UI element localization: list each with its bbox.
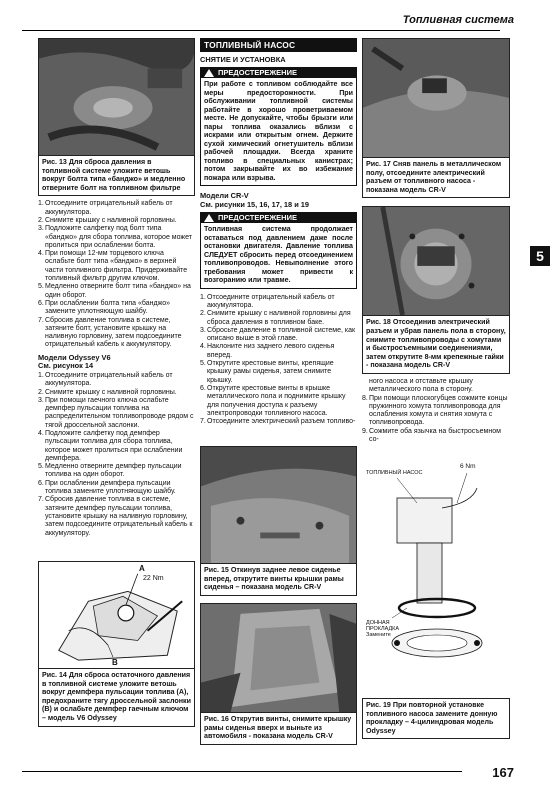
figure-16 [200, 603, 357, 745]
list-item: 7. Отсоедините электрический разъем топливо- [200, 418, 356, 426]
section-title: ТОПЛИВНЫЙ НАСОС [200, 38, 357, 52]
page-number: 167 [492, 765, 514, 780]
list-item: 4. При помощи 12-мм торцевого ключа ослабьте болт типа «банджо» в верхней части топливного фильтра. Придерживайте топливный фильтр другим ключом. [38, 250, 188, 283]
page-header-title: Топливная система [402, 14, 514, 26]
models-odyssey-heading: Модели Odyssey V6 См. рисунок 14 [38, 352, 111, 371]
continued-text: ного насоса и отставьте крышку металлического пола в сторону. [369, 377, 473, 394]
figure-19-caption: Рис. 19 При повторной установке топливного насоса замените донную прокладку – 4-цилиндровая модель Odyssey [362, 698, 510, 739]
procedure-list-3 [200, 294, 357, 427]
list-item: 2. Снимите крышку с наливной горловины. [38, 388, 177, 396]
figure-16-caption: Рис. 16 Открутив винты, снимите крышку рамы сиденья вверх и выньте из автомобиля - показана модель CR-V [200, 713, 357, 745]
list-item: 2. Снимите крышку с наливной горловины для сброса давления в топливном баке. [200, 310, 351, 326]
list-item: 8. При помощи плоскогубцев сожмите концы пружинного хомута топливопровода для ослабления хомута и снятия хомута с топливопровода. [362, 394, 508, 427]
figure-19-drawing [362, 458, 510, 698]
list-item: 1. Отсоедините отрицательный кабель от аккумулятора. [38, 200, 173, 216]
list-item: 4. Наклоните низ заднего левого сиденья вперед. [200, 343, 335, 359]
list-item: 3. Подложите салфетку под болт типа «банджо» для сбора топлива, которое может пролиться при ослаблении болта. [38, 225, 192, 249]
figure-15-photo [200, 446, 357, 564]
column-right [362, 38, 510, 444]
figure-13-caption: Рис. 13 Для сброса давления в топливной системе уложите ветошь вокруг болта типа «банджо» и медленно отверните болт на топливном фильтре [38, 156, 195, 196]
list-item: 2. Снимите крышку с наливной горловины. [38, 216, 177, 224]
figure-15-caption: Рис. 15 Откинув заднее левое сиденье вперед, открутите винты крышки рамы сиденья – показана модель CR-V [200, 564, 357, 596]
list-item: 1. Отсоедините отрицательный кабель от аккумулятора. [200, 293, 335, 309]
list-item: 6. Открутите крестовые винты в крышке металлического пола и поднимите крышку для получения доступа к разъему электропроводки топливного насоса. [200, 384, 346, 417]
list-item: 4. Подложите салфетку под демпфер пульсации топлива для сбора топлива, которое может пролиться при ослаблении демпфера. [38, 429, 183, 462]
list-item: 6. При ослаблении демпфера пульсации топлива замените уплотняющую шайбу. [38, 479, 176, 496]
column-left [38, 38, 195, 538]
figure-17-photo [362, 38, 510, 158]
footer-rule [22, 771, 462, 772]
figure-19-label-torque: 6 Nm [460, 463, 476, 470]
list-item: 3. При помощи гаечного ключа ослабьте демпфер пульсации топлива на распределительном топливопроводе рядом с тягой дроссельной заслонки. [38, 396, 194, 429]
figure-19 [362, 458, 510, 739]
figure-14-label-a: A [139, 564, 145, 573]
warning-icon [204, 69, 214, 77]
chapter-tab: 5 [530, 246, 550, 266]
list-item: 7. Сбросив давление топлива в системе, затяните демпфер пульсации топлива, установите крышку на наливную горловину, затем подсоедините отрицательный кабель к аккумулятору. [38, 496, 193, 537]
list-item: 5. Медленно отверните демпфер пульсации топлива на один оборот. [38, 463, 182, 479]
warning-icon [204, 214, 214, 222]
procedure-list-4 [362, 395, 510, 445]
warning-2-header: ПРЕДОСТЕРЕЖЕНИЕ [200, 212, 357, 223]
models-crv-heading: Модели CR-V См. рисунки 15, 16, 17, 18 и 19 [200, 191, 310, 209]
list-item: 3. Сбросьте давление в топливной системе, как описано выше в этой главе. [200, 326, 356, 343]
column-middle [200, 38, 357, 426]
figure-19-label-gasket: ДОННАЯ ПРОКЛАДКА Замените [366, 620, 400, 638]
section-subtitle: СНЯТИЕ И УСТАНОВКА [200, 55, 286, 64]
warning-1-header: ПРЕДОСТЕРЕЖЕНИЕ [200, 67, 357, 78]
warning-2-body: Топливная система продолжает оставаться под давлением даже после остановки двигателя. Давление топлива СЛЕДУЕТ сбросить перед отсоединением топливопроводов. Невыполнение этого требования может привести к возгоранию или травме. [200, 223, 357, 289]
procedure-list-1 [38, 200, 195, 349]
figure-17-caption: Рис. 17 Сняв панель в металлическом полу, отсоедините электрический разъем от топливного насоса - показана модель CR-V [362, 158, 510, 198]
figure-14-drawing [38, 561, 195, 669]
list-item: 5. Открутите крестовые винты, крепящие крышку рамы сиденья, затем снимите крышку. [200, 360, 334, 384]
figure-18-caption: Рис. 18 Отсоединив электрический разъем и убрав панель пола в сторону, снимите топливопроводы с хомутами и быстросъемными соединениями, затем открутите 8-мм крепежные гайки - показана модель CR-V [362, 316, 510, 374]
list-item: 6. При ослаблении болта типа «банджо» замените уплотняющую шайбу. [38, 299, 171, 316]
figure-14-caption: Рис. 14 Для сброса остаточного давления в топливной системе уложите ветошь вокруг демпфера пульсации топлива (А), предохраните тягу дроссельной заслонки (В) и ослабьте демпфер гаечным ключом – модель V6 Odyssey [38, 669, 195, 727]
figure-13-photo [38, 38, 195, 156]
header-rule [22, 30, 500, 31]
figure-16-photo [200, 603, 357, 713]
figure-19-label-pump: ТОПЛИВНЫЙ НАСОС [366, 470, 423, 476]
procedure-list-2 [38, 372, 195, 538]
list-item: 5. Медленно отверните болт типа «банджо» на один оборот. [38, 283, 191, 299]
figure-14-label-b: B [112, 658, 118, 667]
figure-18-photo [362, 206, 510, 316]
list-item: 1. Отсоедините отрицательный кабель от аккумулятора. [38, 371, 173, 388]
figure-14 [38, 561, 195, 727]
figure-15 [200, 446, 357, 596]
figure-14-label-torque: 22 Nm [143, 575, 164, 582]
list-item: 7. Сбросив давление топлива в системе, затяните болт, установите крышку на наливную горловину, затем подсоедините отрицательный кабель к аккумулятору. [38, 316, 182, 349]
list-item: 9. Сожмите оба язычка на быстросъемном со- [362, 427, 501, 444]
warning-1-body: При работе с топливом соблюдайте все меры предосторожности. При обслуживании топливной системы работайте в хорошо проветриваемом месте. Не допускайте, чтобы брызги или пары топлива оказались вблизи с искрами или открытым огнем. Держите сухой химический огнетушитель вблизи рабочей площадки. Всегда храните топливо в специальных канистрах; потом закрывайте их во избежание пожара или взрыва. [200, 78, 357, 186]
